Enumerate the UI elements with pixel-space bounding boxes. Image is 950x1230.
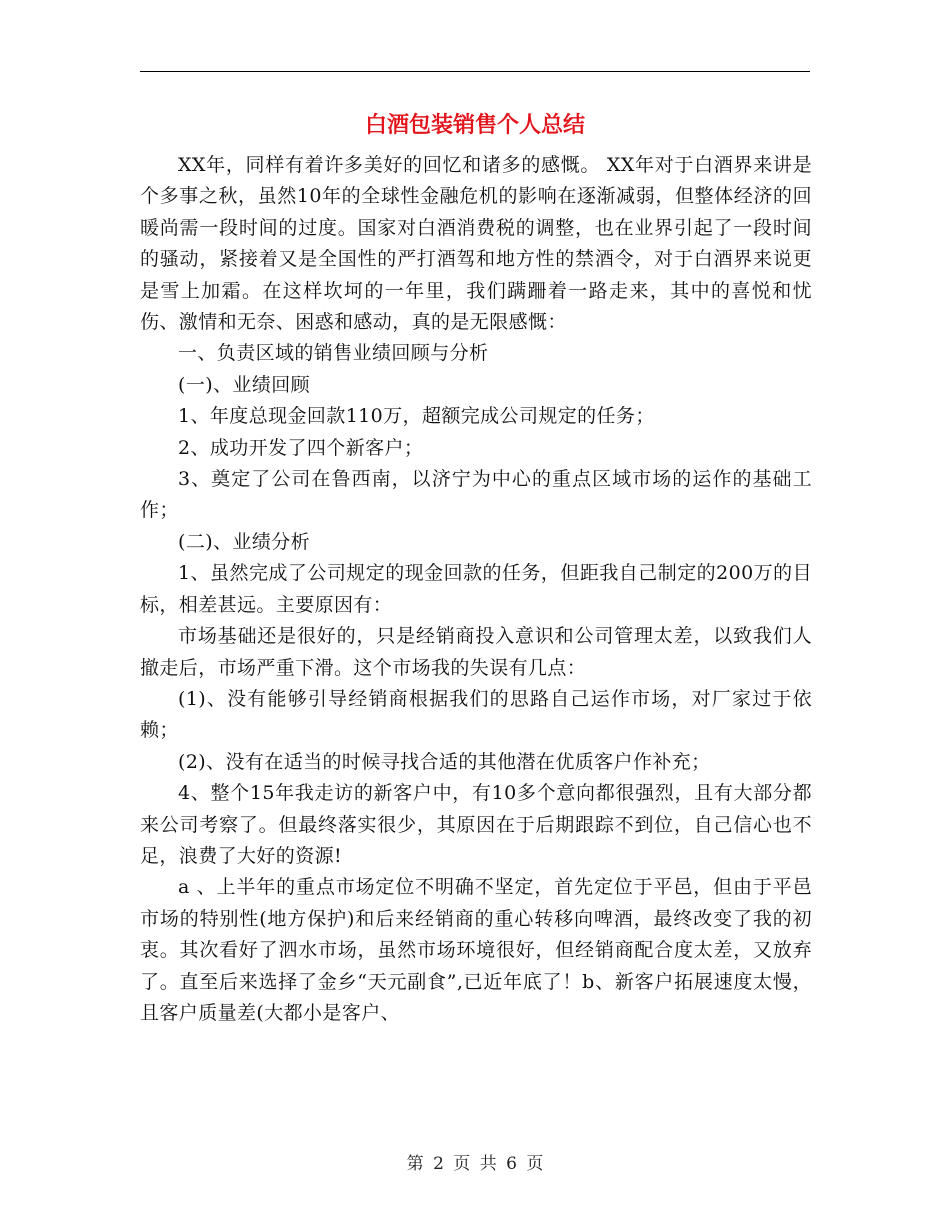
footer-total-pages: 6 (506, 1154, 517, 1174)
list-item-analysis-1: 1、虽然完成了公司规定的现金回款的任务，但距我自己制定的200万的目标，相差甚远。主要原因有： (140, 562, 812, 616)
footer-total-word: 共 (479, 1154, 497, 1174)
subsection-heading-review: (一)、业绩回顾 (178, 373, 311, 396)
list-item-review-1: 1、年度总现金回款110万，超额完成公司规定的任务； (178, 405, 655, 428)
list-item-review-2: 2、成功开发了四个新客户； (178, 436, 424, 459)
document-body (140, 150, 812, 1029)
footer-page-word: 页 (453, 1154, 471, 1174)
paragraph-market: 市场基础还是很好的，只是经销商投入意识和公司管理太差，以致我们人撤走后，市场严重下滑。这个市场我的失误有几点： (140, 625, 812, 679)
footer-prefix: 第 (406, 1154, 424, 1174)
footer-page-number: 2 (433, 1154, 444, 1174)
footer-suffix: 页 (526, 1154, 544, 1174)
paragraph-intro: XX年，同样有着许多美好的回忆和诸多的感慨。 XX年对于白酒界来讲是个多事之秋，虽然10年的全球性金融危机的影响在逐渐减弱，但整体经济的回暖尚需一段时间的过度。国家对白酒消费税的调整，也在业界引起了一段时间的骚动，紧接着又是全国性的严打酒驾和地方性的禁酒令，对于白酒界来说更是雪上加霜。在这样坎坷的一年里，我们蹒跚着一路走来，其中的喜悦和忧伤、激情和无奈、困惑和感动，真的是无限感慨： (140, 154, 812, 334)
page-footer (0, 1152, 950, 1176)
paragraph-market-positioning: a 、上半年的重点市场定位不明确不坚定，首先定位于平邑，但由于平邑市场的特别性(地方保护)和后来经销商的重心转移向啤酒，最终改变了我的初衷。其次看好了泗水市场，虽然市场环境很好，但经销商配合度太差，又放弃了。直至后来选择了金乡“天元副食”,已近年底了！b、新客户拓展速度太慢，且客户质量差(大都小是客户、 (140, 876, 812, 1024)
document-title: 白酒包装销售个人总结 (364, 113, 585, 138)
header-rule (140, 71, 810, 72)
list-item-analysis-4: 4、整个15年我走访的新客户中，有10多个意向都很强烈，且有大部分都来公司考察了。但最终落实很少，其原因在于后期跟踪不到位，自己信心也不足，浪费了大好的资源! (140, 782, 812, 867)
section-heading-1: 一、负责区域的销售业绩回顾与分析 (178, 342, 489, 365)
subsection-heading-analysis: (二)、业绩分析 (178, 530, 311, 553)
list-item-review-3: 3、奠定了公司在鲁西南，以济宁为中心的重点区域市场的运作的基础工作； (140, 468, 812, 522)
list-item-mistake-2: (2)、没有在适当的时候寻找合适的其他潜在优质客户作补充； (178, 750, 711, 773)
list-item-mistake-1: (1)、没有能够引导经销商根据我们的思路自己运作市场，对厂家过于依赖； (140, 687, 812, 742)
